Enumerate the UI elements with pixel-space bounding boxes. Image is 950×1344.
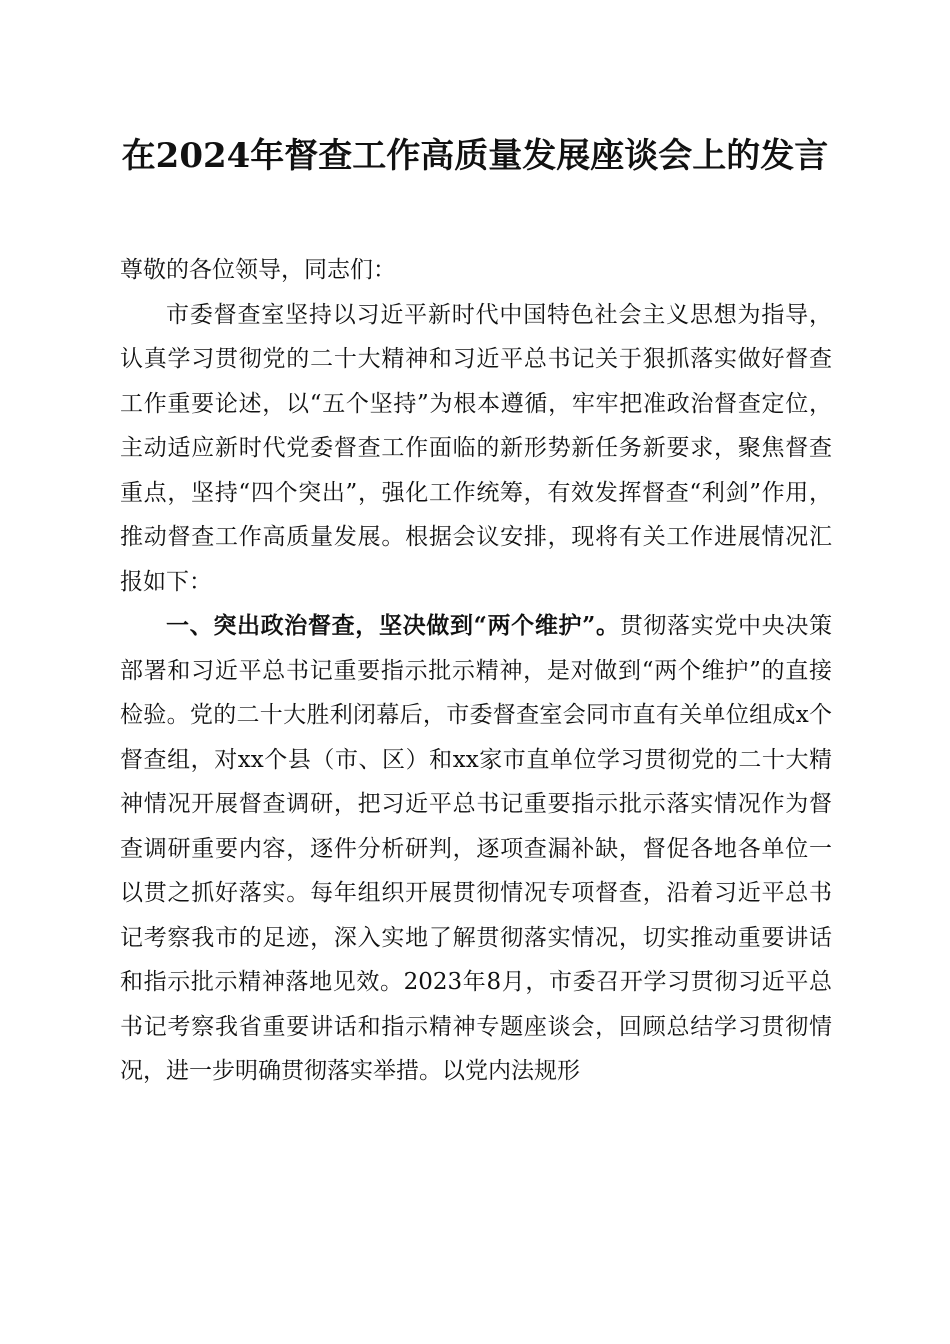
intro-paragraph: 市委督查室坚持以习近平新时代中国特色社会主义思想为指导，认真学习贯彻党的二十大精神和习近平总书记关于狠抓落实做好督查工作重要论述，以“五个坚持”为根本遵循，牢牢把准政治督查定位，主动适应新时代党委督查工作面临的新形势新任务新要求，聚焦督查重点，坚持“四个突出”，强化工作统筹，有效发挥督查“利剑”作用，推动督查工作高质量发展。根据会议安排，现将有关工作进展情况汇报如下： xyxy=(120,301,832,595)
salutation: 尊敬的各位领导，同志们： xyxy=(120,257,396,283)
section-1-text: 贯彻落实党中央决策部署和习近平总书记重要指示批示精神，是对做到“两个维护”的直接检验。党的二十大胜利闭幕后，市委督查室会同市直有关单位组成x个督查组，对xx个县（市、区）和xx家市直单位学习贯彻党的二十大精神情况开展督查调研，把习近平总书记重要指示批示落实情况作为督查调研重要内容，逐件分析研判，逐项查漏补缺，督促各地各单位一以贯之抓好落实。每年组织开展贯彻情况专项督查，沿着习近平总书记考察我市的足迹，深入实地了解贯彻落实情况，切实推动重要讲话和指示批示精神落地见效。2023年8月，市委召开学习贯彻习近平总书记考察我省重要讲话和指示精神专题座谈会，回顾总结学习贯彻情况，进一步明确贯彻落实举措。以党内法规形 xyxy=(120,613,832,1084)
section-1-paragraph xyxy=(120,604,832,1094)
section-1-heading: 一、突出政治督查，坚决做到“两个维护”。 xyxy=(166,612,620,639)
document-title: 在2024年督查工作高质量发展座谈会上的发言 xyxy=(121,136,829,176)
document-body xyxy=(120,248,832,1094)
